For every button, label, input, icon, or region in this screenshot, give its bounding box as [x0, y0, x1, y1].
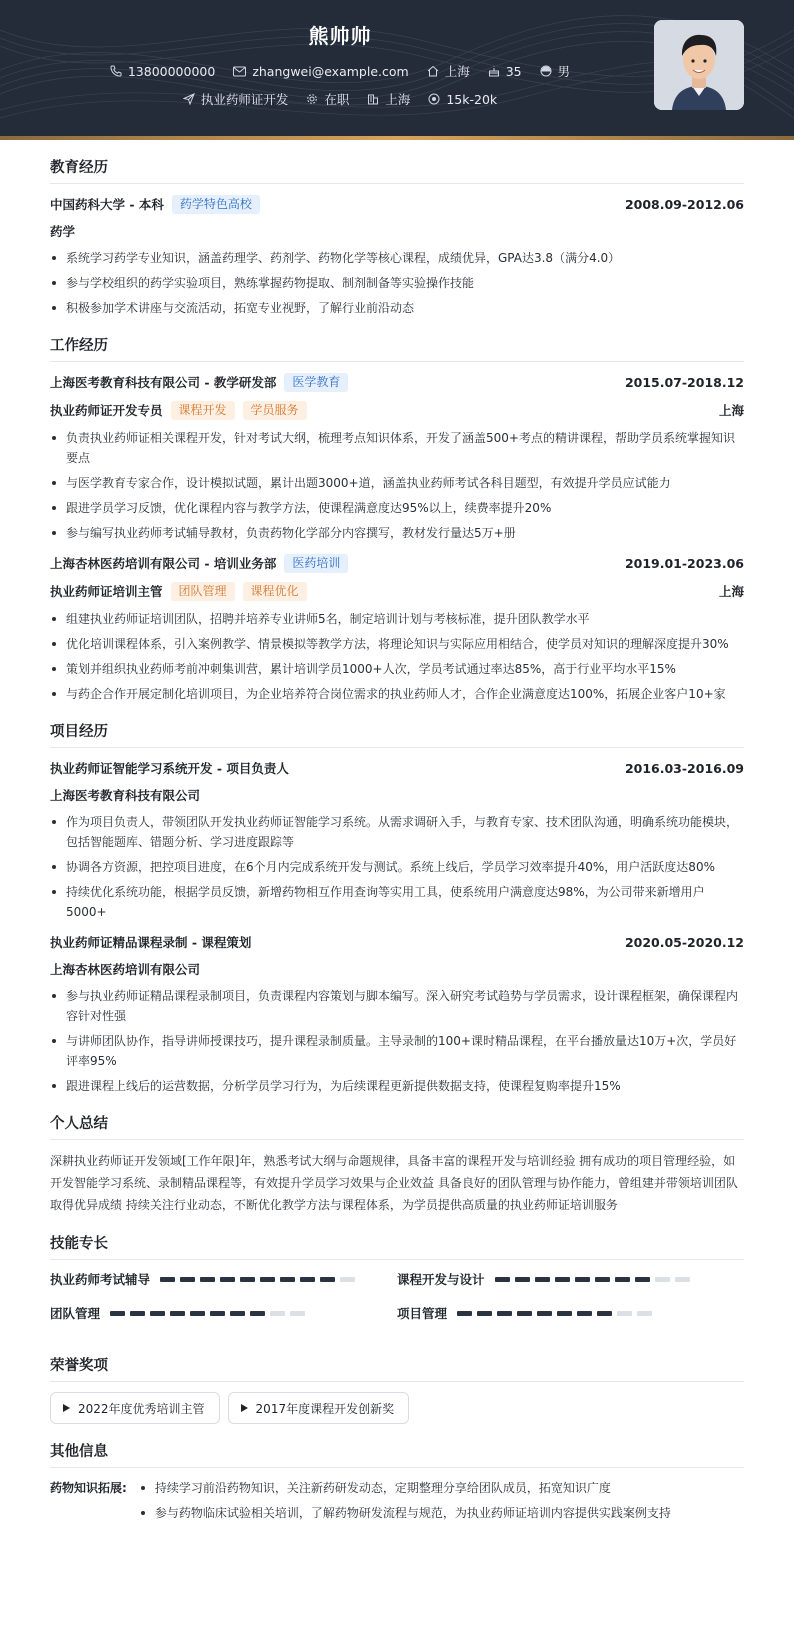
job-location: 上海 [718, 403, 744, 418]
list-item: 持续优化系统功能，根据学员反馈，新增药物相互作用查询等实用工具，使系统用户满意度达98%，为公司带来新增用户5000+ [50, 882, 744, 922]
skill-level-segment [477, 1311, 492, 1316]
job-role: 执业药师证开发专员 [50, 403, 163, 418]
list-item: 负责执业药师证相关课程开发，针对考试大纲，梳理考点知识体系，开发了涵盖500+考点的精讲课程，帮助学员系统掌握知识要点 [50, 428, 744, 468]
skill-level-segment [260, 1277, 275, 1282]
skill-name: 执业药师考试辅导 [50, 1272, 151, 1287]
phone-text: 13800000000 [127, 63, 216, 79]
skill-level-segment [200, 1277, 215, 1282]
skill-item [397, 1270, 744, 1288]
skill-level-bar [160, 1277, 360, 1282]
job-intention-row [0, 90, 680, 108]
education-period: 2008.09-2012.06 [624, 196, 744, 212]
list-item: 组建执业药师证培训团队，招聘并培养专业讲师5名，制定培训计划与考核标准，提升团队教学水平 [50, 609, 744, 629]
list-item: 参与执业药师证精品课程录制项目，负责课程内容策划与脚本编写。深入研究考试趋势与学员需求，设计课程框架，确保课程内容针对性强 [50, 986, 744, 1026]
awards-section [50, 1354, 744, 1424]
job-period: 2015.07-2018.12 [624, 374, 744, 390]
list-item: 与医学教育专家合作，设计模拟试题，累计出题3000+道，涵盖执业药师考试各科目题型，有效提升学员应试能力 [50, 473, 744, 493]
job-entry [50, 372, 744, 543]
project-name: 执业药师证智能学习系统开发 - 项目负责人 [50, 761, 289, 776]
list-item: 参与药物临床试验相关培训，了解药物研发流程与规范，为执业药师证培训内容提供实践案例支持 [139, 1503, 671, 1523]
skill-level-bar [110, 1311, 310, 1316]
section-title: 工作经历 [50, 334, 744, 362]
list-item: 作为项目负责人，带领团队开发执业药师证智能学习系统。从需求调研入手，与教育专家、技术团队沟通，明确系统功能模块，包括智能题库、错题分析、学习进度跟踪等 [50, 812, 744, 852]
summary-section [50, 1112, 744, 1216]
candidate-name: 熊帅帅 [308, 24, 372, 48]
play-icon [63, 1404, 70, 1412]
cake-icon [488, 65, 500, 77]
skill-level-segment [280, 1277, 295, 1282]
school-name: 中国药科大学 - 本科 [50, 197, 164, 212]
building-icon [367, 93, 379, 105]
project-period: 2016.03-2016.09 [624, 760, 744, 776]
skill-level-segment [597, 1311, 612, 1316]
role-tag: 团队管理 [171, 582, 235, 601]
skill-name: 课程开发与设计 [397, 1272, 485, 1287]
skill-level-segment [495, 1277, 510, 1282]
gender-item [540, 62, 571, 80]
header-accent-bar [0, 136, 794, 140]
status-text: 在职 [324, 92, 350, 107]
job-location: 上海 [718, 584, 744, 599]
skill-level-segment [150, 1311, 165, 1316]
play-icon [241, 1404, 248, 1412]
city-item [427, 62, 470, 80]
list-item: 跟进课程上线后的运营数据，分析学员学习行为，为后续课程更新提供数据支持，使课程复购率提升15% [50, 1076, 744, 1096]
skill-item [50, 1304, 397, 1322]
company-row [50, 372, 744, 392]
status-item [306, 90, 349, 108]
list-item: 与药企合作开展定制化培训项目，为企业培养符合岗位需求的执业药师人才，合作企业满意度达100%，拓展企业客户10+家 [50, 684, 744, 704]
summary-text: 深耕执业药师证开发领域[工作年限]年，熟悉考试大纲与命题规律，具备丰富的课程开发与培训经验 拥有成功的项目管理经验，如开发智能学习系统、录制精品课程等，有效提升学员学习效果与企业效益 具备良好的团队管理与协作能力，曾组建并带领培训团队取得优异成绩 持续关注行业动态，不断优化教学方法与课程体系，为学员提供高质量的执业药师证培训服务 [50, 1154, 738, 1212]
skill-level-segment [675, 1277, 690, 1282]
job-points [50, 609, 744, 704]
project-org: 上海医考教育科技有限公司 [50, 788, 201, 803]
skill-level-segment [240, 1277, 255, 1282]
resume-header [0, 0, 794, 140]
other-section [50, 1440, 744, 1538]
other-info [50, 1478, 744, 1538]
target-city-text: 上海 [385, 92, 411, 107]
skill-level-segment [250, 1311, 265, 1316]
target-role-item [183, 90, 289, 108]
job-entry [50, 553, 744, 704]
school-tag: 药学特色高校 [172, 195, 260, 214]
list-item: 积极参加学术讲座与交流活动，拓宽专业视野，了解行业前沿动态 [50, 298, 744, 318]
list-item: 协调各方资源，把控项目进度，在6个月内完成系统开发与测试。系统上线后，学员学习效率提升40%，用户活跃度达80% [50, 857, 744, 877]
skill-level-segment [655, 1277, 670, 1282]
section-title: 其他信息 [50, 1440, 744, 1468]
role-tag: 课程开发 [171, 401, 235, 420]
contact-row [0, 62, 680, 80]
education-header-row [50, 194, 744, 214]
company-tag: 医药培训 [284, 554, 348, 573]
section-title: 教育经历 [50, 156, 744, 184]
skill-level-segment [290, 1311, 305, 1316]
skill-level-segment [575, 1277, 590, 1282]
skill-name: 项目管理 [397, 1306, 448, 1321]
skill-level-segment [230, 1311, 245, 1316]
projects-section [50, 720, 744, 1096]
skill-name: 团队管理 [50, 1306, 101, 1321]
award-chip [50, 1392, 220, 1424]
home-icon [427, 65, 439, 77]
role-row [50, 581, 744, 601]
target-city-item [367, 90, 410, 108]
target-role-text: 执业药师证开发 [200, 92, 289, 107]
project-row [50, 932, 744, 952]
skill-level-segment [170, 1311, 185, 1316]
gear-icon [306, 93, 318, 105]
gender-text: 男 [557, 64, 571, 79]
company-row [50, 553, 744, 573]
skill-level-segment [515, 1277, 530, 1282]
skill-item [50, 1270, 397, 1288]
list-item: 持续学习前沿药物知识，关注新药研发动态，定期整理分享给团队成员，拓宽知识广度 [139, 1478, 671, 1498]
list-item: 系统学习药学专业知识，涵盖药理学、药剂学、药物化学等核心课程，成绩优异，GPA达3.8（满分4.0） [50, 248, 744, 268]
section-title: 技能专长 [50, 1232, 744, 1260]
other-label: 药物知识拓展: [50, 1481, 127, 1495]
skill-level-segment [180, 1277, 195, 1282]
awards-list [50, 1392, 744, 1424]
project-org: 上海杏林医药培训有限公司 [50, 962, 201, 977]
resume-body [0, 156, 794, 1538]
skill-item [397, 1304, 744, 1322]
company-name: 上海医考教育科技有限公司 - 教学研发部 [50, 375, 277, 390]
skill-level-segment [535, 1277, 550, 1282]
project-points [50, 986, 744, 1096]
list-item: 优化培训课程体系，引入案例教学、情景模拟等教学方法，将理论知识与实际应用相结合，使学员对知识的理解深度提升30% [50, 634, 744, 654]
project-row [50, 758, 744, 778]
education-section [50, 156, 744, 318]
email-text: zhangwei@example.com [252, 63, 409, 79]
company-tag: 医学教育 [284, 373, 348, 392]
section-title: 项目经历 [50, 720, 744, 748]
age-text: 35 [505, 63, 522, 79]
skill-level-segment [577, 1311, 592, 1316]
project-points [50, 812, 744, 922]
work-section [50, 334, 744, 704]
list-item: 与讲师团队协作，指导讲师授课技巧，提升课程录制质量。主导录制的100+课时精品课程，在平台播放量达10万+次，学员好评率95% [50, 1031, 744, 1071]
skill-level-bar [457, 1311, 657, 1316]
skill-level-segment [517, 1311, 532, 1316]
coin-icon [428, 93, 440, 105]
phone-icon [110, 65, 122, 77]
major: 药学 [50, 224, 76, 239]
job-role: 执业药师证培训主管 [50, 584, 163, 599]
avatar-photo [654, 20, 744, 110]
role-tag: 学员服务 [243, 401, 307, 420]
project-entry [50, 758, 744, 922]
section-title: 个人总结 [50, 1112, 744, 1140]
skill-level-segment [270, 1311, 285, 1316]
skill-level-segment [210, 1311, 225, 1316]
role-tag: 课程优化 [243, 582, 307, 601]
skills-section [50, 1232, 744, 1338]
list-item: 参与编写执业药师考试辅导教材，负责药物化学部分内容撰写，教材发行量达5万+册 [50, 523, 744, 543]
phone-item [110, 64, 215, 79]
list-item: 跟进学员学习反馈，优化课程内容与教学方法，使课程满意度达95%以上，续费率提升20% [50, 498, 744, 518]
company-name: 上海杏林医药培训有限公司 - 培训业务部 [50, 556, 277, 571]
skill-level-segment [615, 1277, 630, 1282]
skill-level-bar [495, 1277, 695, 1282]
award-chip [228, 1392, 410, 1424]
skill-level-segment [190, 1311, 205, 1316]
role-row [50, 400, 744, 420]
project-entry [50, 932, 744, 1096]
skill-level-segment [160, 1277, 175, 1282]
skill-level-segment [497, 1311, 512, 1316]
job-period: 2019.01-2023.06 [624, 555, 744, 571]
project-name: 执业药师证精品课程录制 - 课程策划 [50, 935, 252, 950]
education-points [50, 248, 744, 318]
skill-level-segment [555, 1277, 570, 1282]
skill-level-segment [130, 1311, 145, 1316]
age-item [488, 64, 522, 79]
award-label: 2022年度优秀培训主管 [78, 1401, 205, 1416]
gender-icon [540, 65, 552, 77]
award-label: 2017年度课程开发创新奖 [255, 1401, 395, 1416]
email-item [233, 64, 408, 79]
section-title: 荣誉奖项 [50, 1354, 744, 1382]
job-points [50, 428, 744, 543]
skill-level-segment [595, 1277, 610, 1282]
avatar [654, 20, 744, 110]
send-icon [183, 93, 195, 105]
list-item: 策划并组织执业药师考前冲刺集训营，累计培训学员1000+人次，学员考试通过率达85%，高于行业平均水平15% [50, 659, 744, 679]
skill-level-segment [320, 1277, 335, 1282]
skill-level-segment [617, 1311, 632, 1316]
salary-text: 15k-20k [446, 91, 498, 107]
skill-level-segment [637, 1311, 652, 1316]
skills-grid [50, 1270, 744, 1338]
skill-level-segment [110, 1311, 125, 1316]
salary-item [428, 92, 497, 107]
project-period: 2020.05-2020.12 [624, 934, 744, 950]
skill-level-segment [220, 1277, 235, 1282]
other-points [139, 1478, 671, 1528]
skill-level-segment [300, 1277, 315, 1282]
list-item: 参与学校组织的药学实验项目，熟练掌握药物提取、制剂制备等实验操作技能 [50, 273, 744, 293]
skill-level-segment [537, 1311, 552, 1316]
city-text: 上海 [444, 64, 470, 79]
skill-level-segment [557, 1311, 572, 1316]
skill-level-segment [457, 1311, 472, 1316]
email-icon [233, 66, 246, 77]
skill-level-segment [635, 1277, 650, 1282]
skill-level-segment [340, 1277, 355, 1282]
